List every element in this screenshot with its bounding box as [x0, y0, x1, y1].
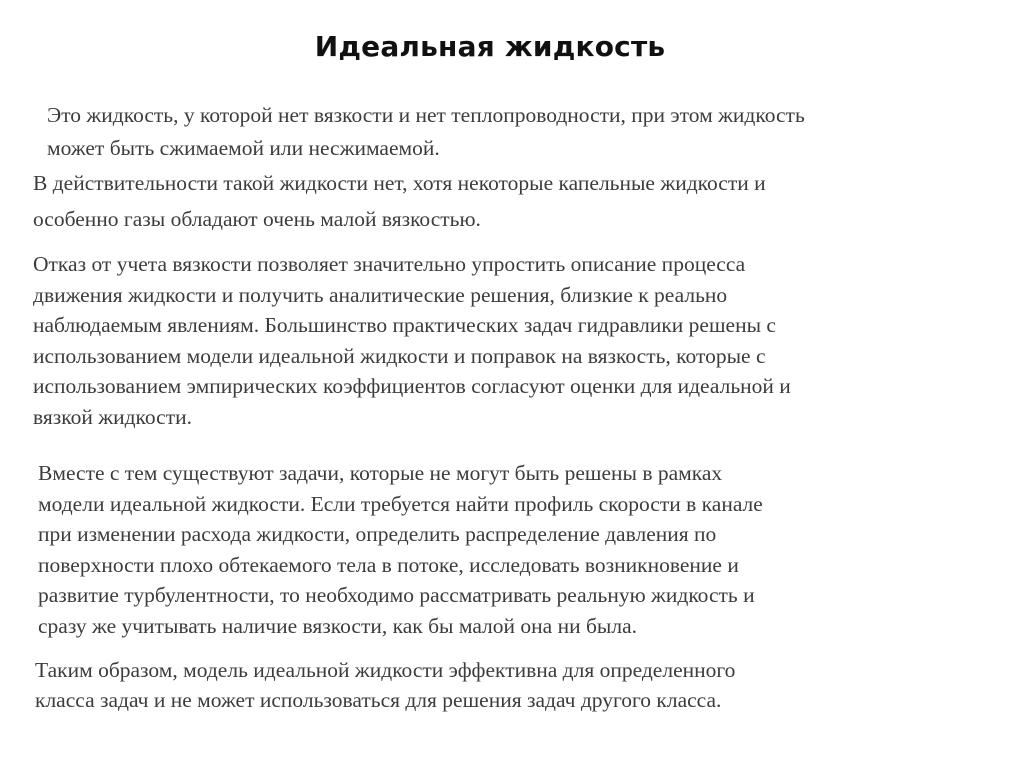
paragraph-real-fluid-tasks: [38, 458, 763, 641]
text-line: наблюдаемым явлениям. Большинство практических задач гидравлики решены с: [33, 313, 776, 337]
text-line: использованием модели идеальной жидкости и поправок на вязкость, которые с: [33, 343, 766, 368]
text-line: В действительности такой жидкости нет, хотя некоторые капельные жидкости и: [33, 171, 766, 195]
text-line: класса задач и не может использоваться для решения задач другого класса.: [35, 688, 722, 712]
paragraph-viscosity-neglect: [33, 249, 791, 432]
text-line: модели идеальной жидкости. Если требуется найти профиль скорости в канале: [38, 491, 763, 516]
text-line: может быть сжимаемой или несжимаемой.: [47, 136, 440, 160]
text-line: сразу же учитывать наличие вязкости, как бы малой она ни была.: [38, 613, 638, 638]
paragraph-conclusion: [35, 655, 735, 715]
text-line: Это жидкость, у которой нет вязкости и нет теплопроводности, при этом жидкость: [47, 103, 805, 127]
text-line: движения жидкости и получить аналитические решения, близкие к реально: [33, 282, 728, 307]
text-line: развитие турбулентности, то необходимо рассматривать реальную жидкость и: [38, 583, 755, 607]
slide-title: Идеальная жидкость: [314, 30, 666, 63]
text-line: вязкой жидкости.: [33, 404, 192, 429]
text-line: Отказ от учета вязкости позволяет значительно упростить описание процесса: [33, 252, 746, 276]
text-line: при изменении расхода жидкости, определить распределение давления по: [38, 522, 717, 546]
text-line: использованием эмпирических коэффициентов согласуют оценки для идеальной и: [33, 374, 791, 398]
paragraph-definition: [47, 99, 805, 165]
text-line: особенно газы обладают очень малой вязкостью.: [33, 207, 481, 231]
text-line: поверхности плохо обтекаемого тела в потоке, исследовать возникновение и: [38, 552, 739, 577]
paragraph-reality: [33, 165, 766, 237]
text-line: Таким образом, модель идеальной жидкости эффективна для определенного: [35, 658, 736, 682]
text-line: Вместе с тем существуют задачи, которые не могут быть решены в рамках: [38, 461, 723, 485]
